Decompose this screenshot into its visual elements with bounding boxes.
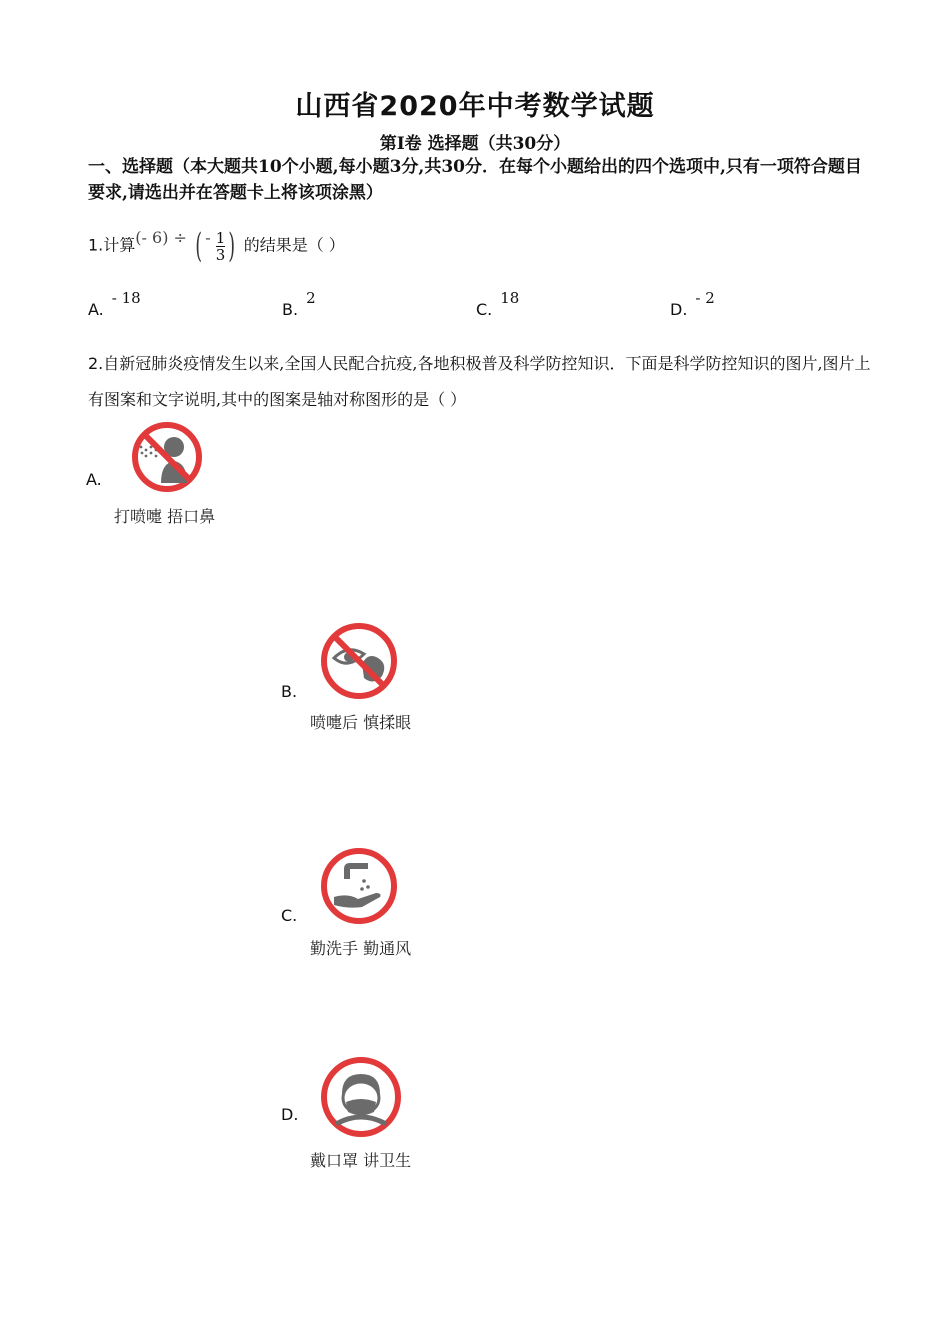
sneeze-no-icon bbox=[129, 419, 205, 495]
option-letter: C. bbox=[476, 300, 493, 319]
question-number: 1. bbox=[88, 235, 104, 255]
option-letter: C. bbox=[281, 906, 298, 925]
q2-option-d[interactable] bbox=[281, 1105, 298, 1124]
right-paren: ) bbox=[228, 226, 236, 266]
question-2 bbox=[88, 346, 878, 418]
math-expression-left: (- 6) ÷ bbox=[135, 227, 187, 247]
section-header: 一、选择题（本大题共10个小题,每小题3分,共30分．在每个小题给出的四个选项中,只有一项符合题目要求,请选出并在答题卡上将该项涂黑） bbox=[88, 157, 862, 203]
fraction bbox=[216, 230, 226, 263]
question-1 bbox=[88, 226, 345, 266]
q1-option-c[interactable] bbox=[476, 289, 520, 319]
option-letter: A. bbox=[88, 300, 104, 319]
q1-option-b[interactable] bbox=[282, 289, 316, 319]
question-prefix: 计算 bbox=[103, 235, 136, 255]
mask-icon bbox=[318, 1054, 404, 1140]
page-subtitle: 第I卷 选择题（共30分） bbox=[379, 134, 571, 154]
option-value: 2 bbox=[306, 289, 316, 307]
option-letter: A. bbox=[86, 470, 102, 489]
option-caption: 打喷嚏 捂口鼻 bbox=[114, 507, 216, 526]
minus-sign: - bbox=[205, 227, 211, 247]
option-caption: 勤洗手 勤通风 bbox=[310, 939, 412, 958]
option-letter: D. bbox=[670, 300, 688, 319]
left-paren: ( bbox=[195, 226, 202, 266]
handwash-icon bbox=[318, 845, 400, 927]
q1-option-d[interactable] bbox=[670, 289, 715, 319]
eye-no-icon bbox=[318, 620, 400, 702]
option-letter: B. bbox=[281, 682, 298, 701]
option-value: - 2 bbox=[695, 289, 715, 307]
q1-option-a[interactable] bbox=[88, 289, 141, 319]
question-number: 2. bbox=[88, 354, 104, 373]
option-caption: 戴口罩 讲卫生 bbox=[310, 1151, 412, 1170]
option-letter: B. bbox=[282, 300, 299, 319]
page-title: 山西省2020年中考数学试题 bbox=[295, 91, 655, 122]
question-suffix: 的结果是（ ） bbox=[243, 235, 345, 255]
option-value: - 18 bbox=[111, 289, 141, 307]
fraction-numerator: 1 bbox=[215, 228, 226, 247]
fraction-denominator: 3 bbox=[215, 245, 226, 264]
option-letter: D. bbox=[281, 1105, 299, 1124]
q2-option-a[interactable] bbox=[86, 470, 102, 489]
option-value: 18 bbox=[500, 289, 520, 307]
q2-option-c[interactable] bbox=[281, 906, 297, 925]
q2-option-b[interactable] bbox=[281, 682, 297, 701]
option-caption: 喷嚏后 慎揉眼 bbox=[310, 713, 412, 732]
question-text: 自新冠肺炎疫情发生以来,全国人民配合抗疫,各地积极普及科学防控知识．下面是科学防控知识的图片,图片上有图案和文字说明,其中的图案是轴对称图形的是（ ） bbox=[88, 354, 871, 409]
